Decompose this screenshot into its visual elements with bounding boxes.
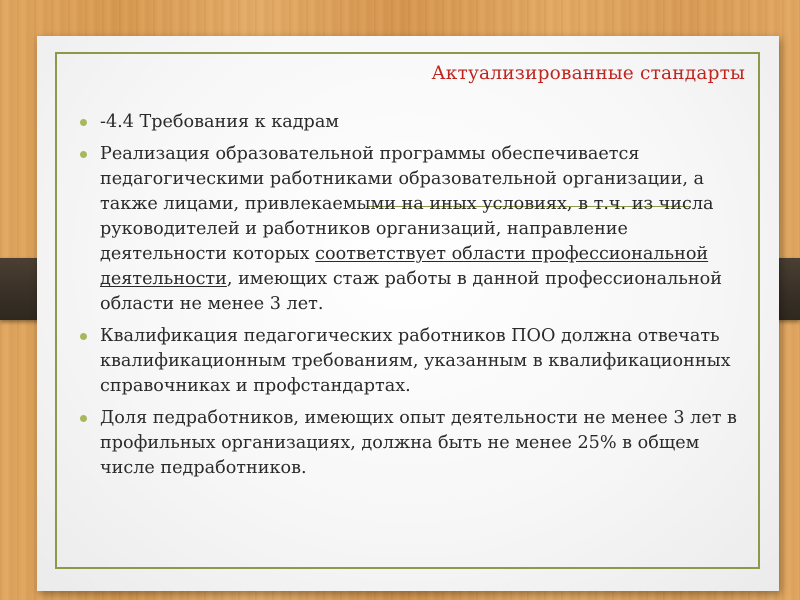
bullet-text: -4.4 Требования к кадрам: [100, 112, 339, 132]
underlined-phrase: соответствует области профессиональной деятельности: [100, 244, 709, 289]
bullet-item-staff-share: [79, 406, 739, 481]
bullet-dot-icon: [80, 119, 87, 126]
bullet-text-after: , имеющих стаж работы в данной профессиональной области не менее 3 лет.: [100, 269, 722, 314]
bullet-dot-icon: [80, 333, 87, 340]
wall-shelf-right: [778, 258, 800, 320]
wall-shelf-left: [0, 258, 42, 320]
bullet-dot-icon: [80, 151, 87, 158]
bullet-text: Доля педработников, имеющих опыт деятельности не менее 3 лет в профильных организациях, должна быть не менее 25% в общем числе педработников.: [100, 408, 737, 478]
bullet-text-before: Реализация образовательной программы обеспечивается педагогическими работниками образовательной организации, а также лицами, привлекаемыми на иных условиях, в т.ч. из числа руководителей и работников организаций, направление деятельности которых: [100, 144, 714, 264]
bullet-item-staff-requirements: [79, 110, 739, 135]
bullet-item-qualification: [79, 324, 739, 399]
slide-title: Актуализированные стандарты: [431, 63, 745, 84]
bullet-dot-icon: [80, 415, 87, 422]
bullet-item-program-implementation: [79, 142, 739, 317]
bullet-list: [79, 110, 739, 488]
bullet-text: Квалификация педагогических работников ПОО должна отвечать квалификационным требованиям, указанным в квалификационных справочниках и профстандартах.: [100, 326, 731, 396]
